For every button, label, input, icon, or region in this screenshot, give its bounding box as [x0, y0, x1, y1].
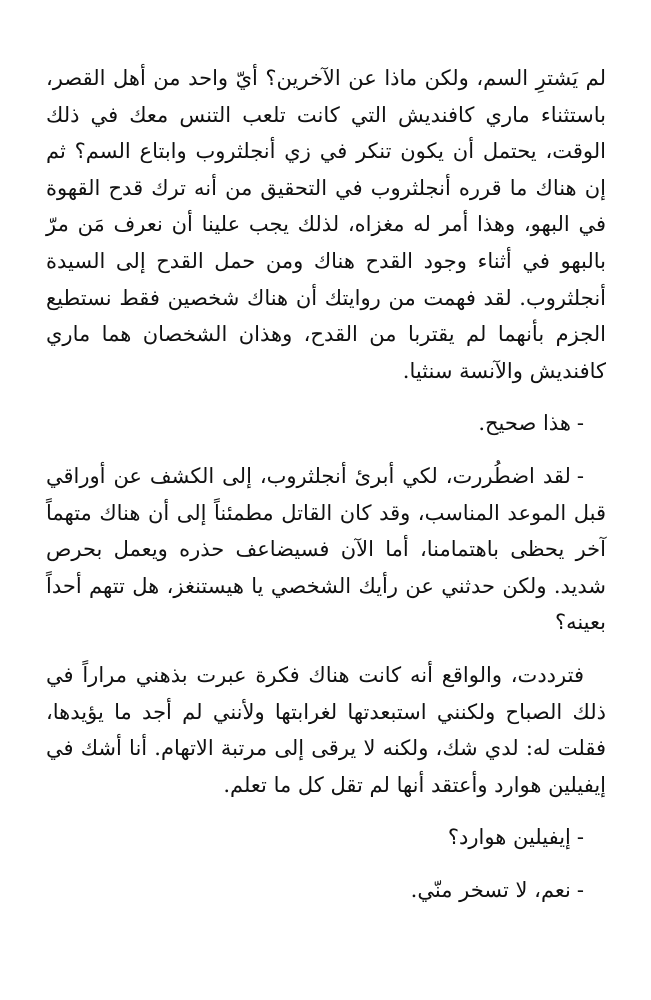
- dialogue-text: نعم، لا تسخر منّي.: [410, 877, 571, 902]
- dialogue-line: [46, 872, 606, 909]
- dialogue-dash: -: [576, 877, 584, 902]
- dialogue-dash: -: [576, 411, 584, 436]
- narration-paragraph: فترددت، والواقع أنه كانت هناك فكرة عبرت بذهني مراراً في ذلك الصباح ولكنني استبعدتها لغرابتها ولأنني لم أجد ما يؤيدها، فقلت له: لدي شك، ولكنه لا يرقى إلى مرتبة الاتهام. أنا أشك في إيفيلين هوارد وأعتقد أنها لم تقل كل ما تعلم.: [46, 662, 606, 797]
- dialogue-line: [46, 819, 606, 856]
- book-page: [46, 60, 606, 924]
- narration-paragraph: لم يَشترِ السم، ولكن ماذا عن الآخرين؟ أيّ واحد من أهل القصر، باستثناء ماري كافنديش التي كانت تلعب التنس معك في ذلك الوقت، يحتمل أن يكون تنكر في زي أنجلثروب وابتاع السم؟ ثم إن هناك ما قرره أنجلثروب في التحقيق من أنه ترك قدح القهوة في البهو، وهذا أمر له مغزاه، لذلك يجب علينا أن نعرف مَن مرّ بالبهو في أثناء وجود القدح هناك ومن حمل القدح إلى السيدة أنجلثروب. لقد فهمت من روايتك أن هناك شخصين فقط نستطيع الجزم بأنهما لم يقتربا من القدح، وهذان الشخصان هما ماري كافنديش والآنسة سنثيا.: [46, 66, 606, 383]
- dialogue-paragraph: [46, 458, 606, 641]
- dialogue-text: لقد اضطُررت، لكي أبرئ أنجلثروب، إلى الكشف عن أوراقي قبل الموعد المناسب، وقد كان القاتل مطمئناً إلى أن هناك متهماً آخر يحظى باهتمامنا، أما الآن فسيضاعف حذره ويعمل بحرص شديد. ولكن حدثني عن رأيك الشخصي يا هيستنغز، هل تتهم أحداً بعينه؟: [46, 463, 606, 635]
- dialogue-line: [46, 405, 606, 442]
- dialogue-dash: -: [576, 825, 584, 850]
- dialogue-text: هذا صحيح.: [478, 411, 571, 436]
- dialogue-dash: -: [576, 463, 584, 488]
- dialogue-text: إيفيلين هوارد؟: [447, 825, 571, 850]
